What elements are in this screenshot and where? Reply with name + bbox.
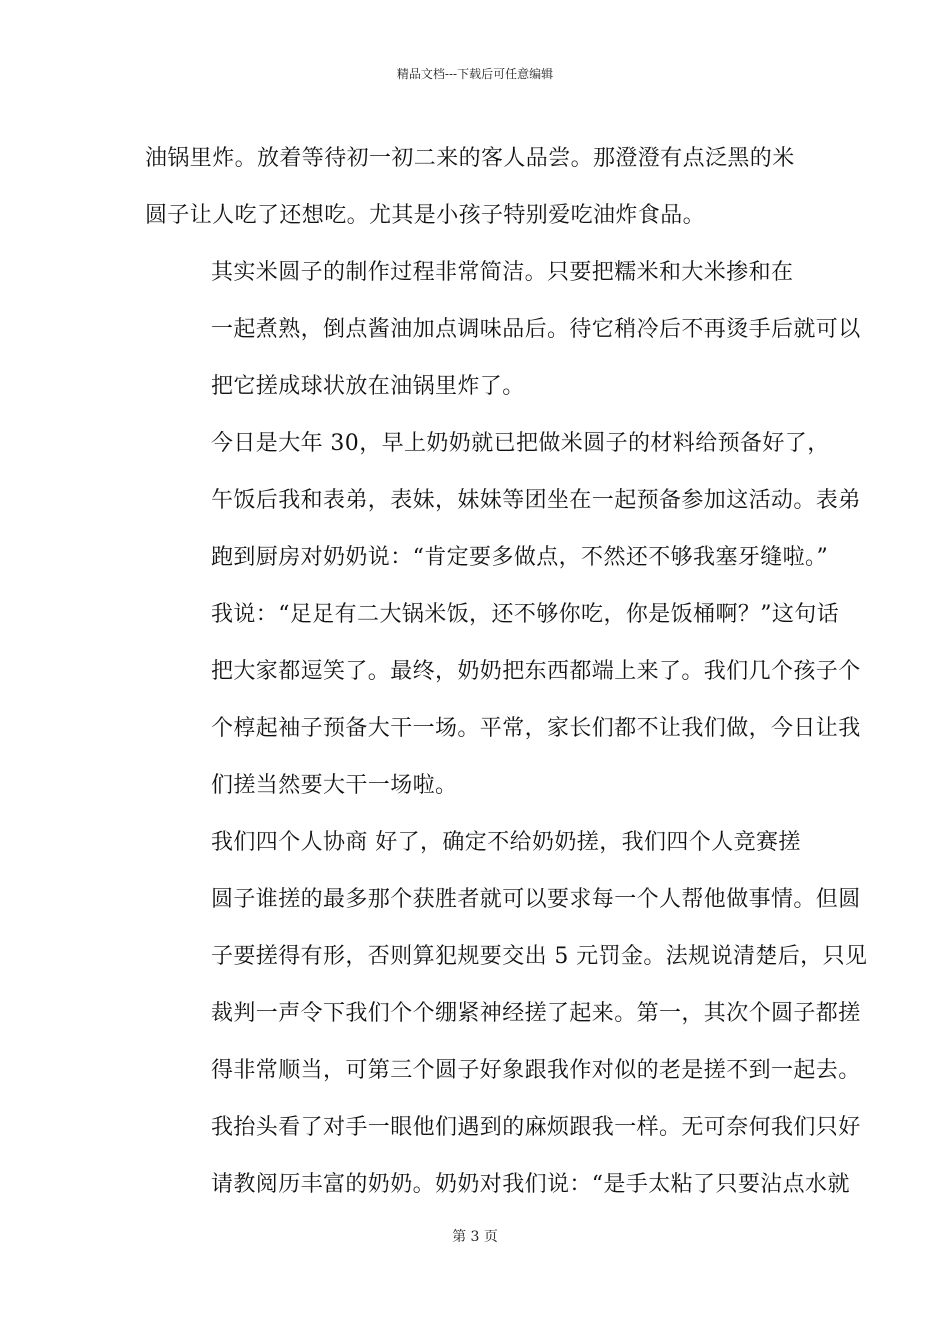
text-line: 子要搓得有形，否则算犯规要交出 5 元罚金。法规说清楚后，只见 [211,944,868,969]
text-line: 圆子让人吃了还想吃。尤其是小孩子特别爱吃油炸食品。 [145,203,706,228]
paragraph-2 [145,244,861,415]
document-body [145,130,868,1213]
text-line: 请教阅历丰富的奶奶。奶奶对我们说：“是手太粘了只要沾点水就 [211,1172,850,1197]
text-line: 裁判一声令下我们个个绷紧神经搓了起来。第一，其次个圆子都搓 [211,1001,861,1026]
text-line: 把它搓成球状放在油锅里炸了。 [211,374,525,399]
page-header: 精品文档---下载后可任意编辑 [396,67,554,81]
text-line: 其实米圆子的制作过程非常简洁。只要把糯米和大米掺和在 [211,260,794,285]
text-line: 得非常顺当，可第三个圆子好象跟我作对似的老是搓不到一起去。 [211,1058,861,1083]
text-line: 跑到厨房对奶奶说：“肯定要多做点，不然还不够我塞牙缝啦。” [211,545,829,570]
paragraph-4 [145,814,868,1213]
text-line: 午饭后我和表弟，表妹，妹妹等团坐在一起预备参加这活动。表弟 [211,488,861,513]
paragraph-3 [145,415,861,814]
page-number: 第 3 页 [452,1229,498,1245]
text-line: 个椁起袖子预备大干一场。平常，家长们都不让我们做，今日让我 [211,716,861,741]
text-line: 一起煮熟，倒点酱油加点调味品后。待它稍冷后不再烫手后就可以 [211,317,861,342]
text-line: 油锅里炸。放着等待初一初二来的客人品尝。那澄澄有点泛黑的米 [145,146,795,171]
text-line: 圆子谁搓的最多那个获胜者就可以要求每一个人帮他做事情。但圆 [211,887,861,912]
text-line: 我抬头看了对手一眼他们遇到的麻烦跟我一样。无可奈何我们只好 [211,1115,861,1140]
text-line: 们搓当然要大干一场啦。 [211,773,458,798]
text-line: 我说：“足足有二大锅米饭，还不够你吃，你是饭桶啊？”这句话 [211,602,840,627]
paragraph-1 [145,130,810,244]
text-line: 我们四个人协商 好了，确定不给奶奶搓，我们四个人竞赛搓 [211,830,801,855]
text-line: 今日是大年 30，早上奶奶就已把做米圆子的材料给预备好了， [211,431,830,456]
text-line: 把大家都逗笑了。最终，奶奶把东西都端上来了。我们几个孩子个 [211,659,861,684]
